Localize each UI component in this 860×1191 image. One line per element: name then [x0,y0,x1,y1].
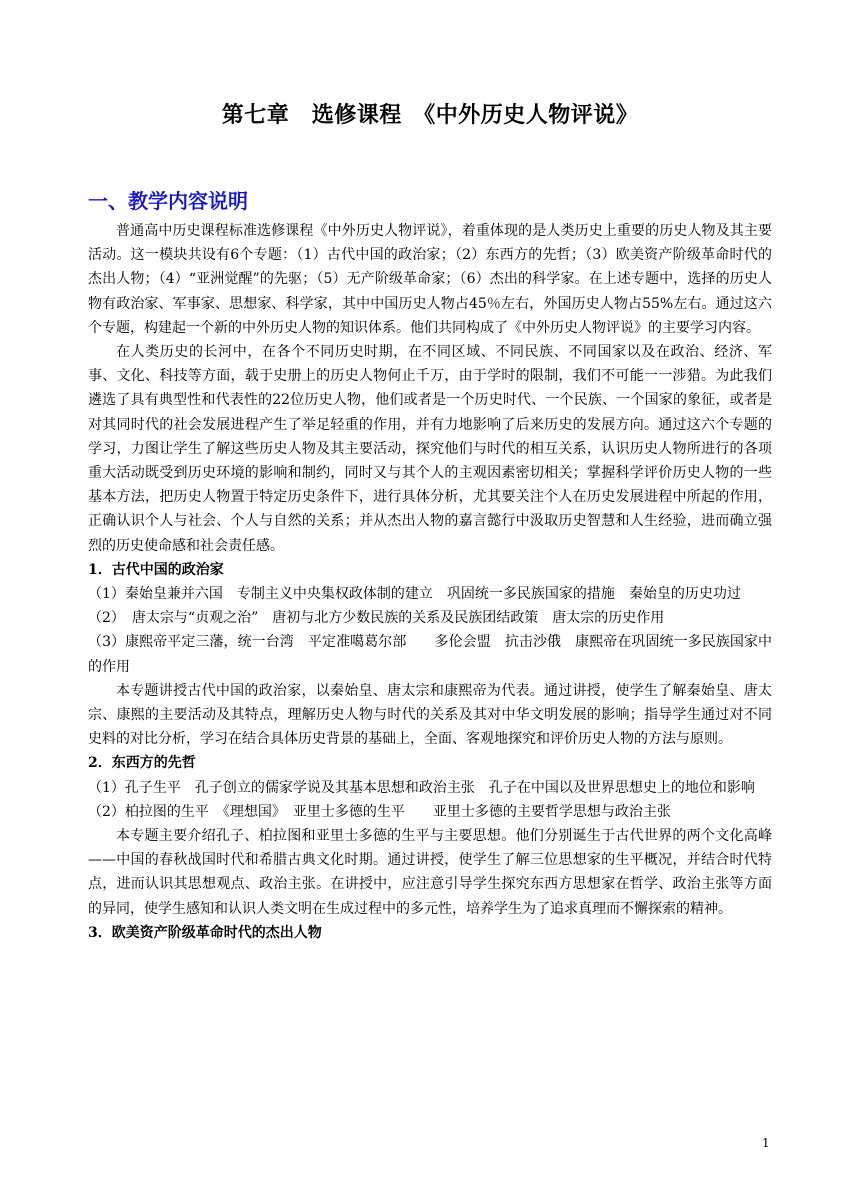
document-body [88,219,772,945]
topic-1-paragraph: 本专题讲授古代中国的政治家，以秦始皇、唐太宗和康熙帝为代表。通过讲授，使学生了解秦始皇、唐太宗、康熙的主要活动及其特点，理解历史人物与时代的关系及其对中华文明发展的影响；指导学生通过对不同史料的对比分析，学习在结合具体历史背景的基础上，全面、客观地探究和评价历史人物的方法与原则。 [88,682,772,748]
chapter-title: 第七章 选修课程 《中外历史人物评说》 [221,102,639,128]
section-heading: 一、教学内容说明 [88,189,248,213]
topic-1-item-2: （2） 唐太宗与“贞观之治” 唐初与北方少数民族的关系及民族团结政策 唐太宗的历史作用 [88,610,665,627]
page-number: 1 [762,1136,770,1150]
intro-paragraph-1: 普通高中历史课程标准选修课程《中外历史人物评说》，着重体现的是人类历史上重要的历史人物及其主要活动。这一模块共设有6个专题：（1）古代中国的政治家；（2）东西方的先哲；（3）欧美资产阶级革命时代的杰出人物；（4）“亚洲觉醒”的先驱；（5）无产阶级革命家；（6）杰出的科学家。在上述专题中，选择的历史人物有政治家、军事家、思想家、科学家，其中中国历史人物占45％左右，外国历史人物占55%左右。通过这六个专题，构建起一个新的中外历史人物的知识体系。他们共同构成了《中外历史人物评说》的主要学习内容。 [88,223,772,336]
topic-2-paragraph: 本专题主要介绍孔子、柏拉图和亚里士多德的生平与主要思想。他们分别诞生于古代世界的两个文化高峰——中国的春秋战国时代和希腊古典文化时期。通过讲授，使学生了解三位思想家的生平概况，并结合时代特点，进而认识其思想观点、政治主张。在讲授中，应注意引导学生探究东西方思想家在哲学、政治主张等方面的异同，使学生感知和认识人类文明在生成过程中的多元性，培养学生为了追求真理而不懈探索的精神。 [88,828,772,917]
topic-heading-2: 2．东西方的先哲 [88,755,196,772]
topic-heading-3: 3．欧美资产阶级革命时代的杰出人物 [88,924,322,941]
topic-heading-1: 1．古代中国的政治家 [88,561,224,578]
topic-2-item-1: （1）孔子生平 孔子创立的儒家学说及其基本思想和政治主张 孔子在中国以及世界思想史上的地位和影响 [88,779,755,796]
intro-paragraph-2: 在人类历史的长河中，在各个不同历史时期，在不同区域、不同民族、不同国家以及在政治、经济、军事、文化、科技等方面，载于史册上的历史人物何止千万，由于学时的限制，我们不可能一一涉猎。为此我们遴选了具有典型性和代表性的22位历史人物，他们或者是一个历史时代、一个民族、一个国家的象征，或者是对其同时代的社会发展进程产生了举足轻重的作用，并有力地影响了后来历史的发展方向。通过这六个专题的学习，力图让学生了解这些历史人物及其主要活动，探究他们与时代的相互关系，认识历史人物所进行的各项重大活动既受到历史环境的影响和制约，同时又与其个人的主观因素密切相关；掌握科学评价历史人物的一些基本方法，把历史人物置于特定历史条件下，进行具体分析，尤其要关注个人在历史发展进程中所起的作用，正确认识个人与社会、个人与自然的关系；并从杰出人物的嘉言懿行中汲取历史智慧和人生经验，进而确立强烈的历史使命感和社会责任感。 [88,344,772,554]
topic-1-item-1: （1）秦始皇兼并六国 专制主义中央集权政体制的建立 巩固统一多民族国家的措施 秦始皇的历史功过 [88,586,741,603]
topic-1-item-3: （3）康熙帝平定三藩，统一台湾 平定准噶葛尔部 多伦会盟 抗击沙俄 康熙帝在巩固统一多民族国家中的作用 [88,634,772,675]
topic-2-item-2: （2）柏拉图的生平 《理想国》 亚里士多德的生平 亚里士多德的主要哲学思想与政治主张 [88,803,671,820]
